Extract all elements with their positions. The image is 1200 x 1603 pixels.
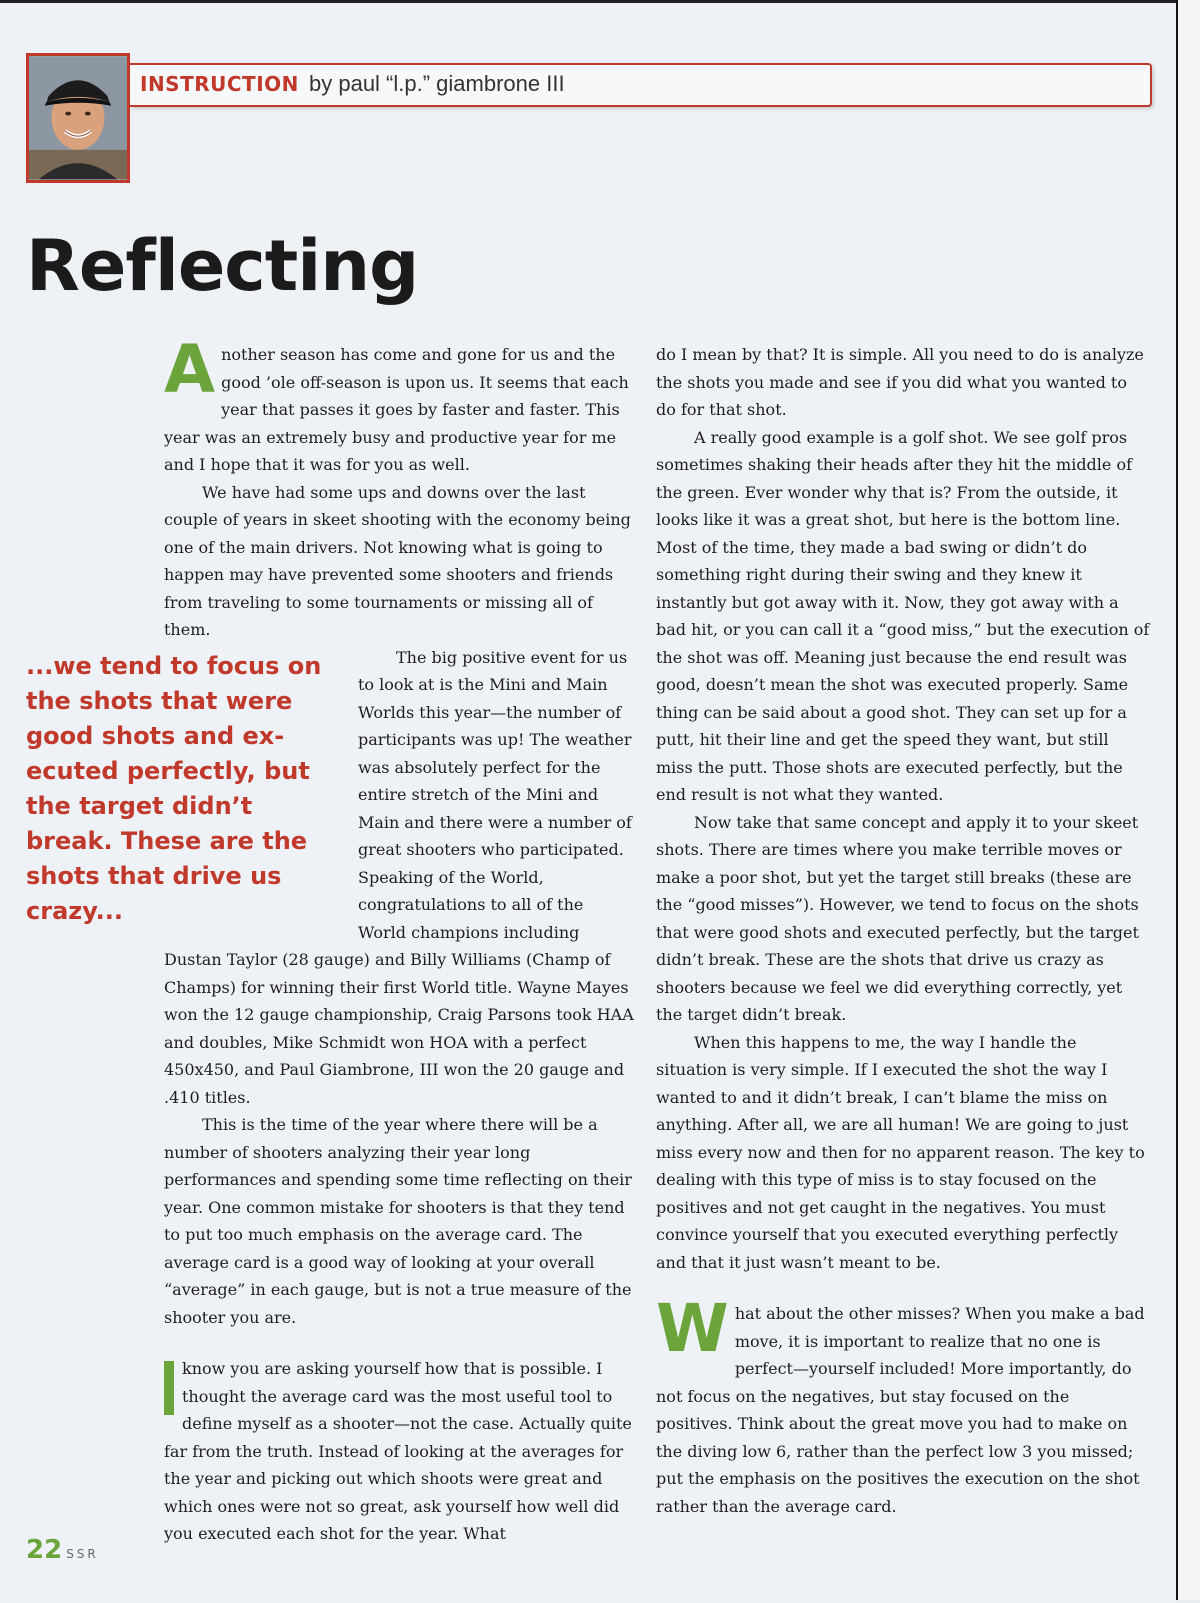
spiral-binding xyxy=(1176,0,1200,1600)
author-portrait-icon xyxy=(29,56,127,180)
column-left xyxy=(164,331,636,1548)
paragraph: We have had some ups and downs over the last couple of years in skeet shooting with the economy being one of the main drivers. Not knowing what is going to happen may have prevented some shooters and friends from traveling to some tournaments or missing all of them. xyxy=(164,482,631,639)
paragraph-text: nother season has come and gone for us and the good ’ole off-season is upon us. It seems that each year that passes it goes by faster and faster. This year was an extremely busy and productive year for me and I hope that it was for you as well. xyxy=(164,345,629,474)
paragraph-text: hat about the other misses? When you make a bad move, it is important to realize that no one is perfect—yourself included! More importantly, do not focus on the negatives, but stay focused on the positives. Think about the great move you had to make on the diving low 6, rather than the perfect low 3 you missed; put the emphasis on the positives the execution on the shot rather than the average card. xyxy=(656,1304,1145,1516)
paragraph xyxy=(164,331,636,479)
paragraph: Now take that same concept and apply it to your skeet shots. There are times where you make terrible moves or make a poor shot, but yet the target still breaks (these are the “good misses”). However, we tend to focus on the shots that were good shots and executed perfectly, but the target didn’t break. These are the shots that drive us crazy as shooters because we feel we did everything correctly, yet the target didn’t break. xyxy=(656,812,1139,1024)
author-photo xyxy=(26,53,130,183)
section-header xyxy=(130,63,1152,107)
drop-cap xyxy=(164,1361,174,1415)
paragraph-text: The big positive event for us to look at is the Mini and Main Worlds this year—the number of participants was up! The weather was absolutely perfect for the entire stretch of the Mini and Main and there were a number of great shooters who participated. Speaking of the World, congratulations to all of the World champions including Dustan Taylor (28 gauge) and Billy Williams (Champ of Champs) for winning their first World title. Wayne Mayes won the 12 gauge championship, Craig Parsons took HAA and doubles, Mike Schmidt won HOA with a perfect 450x450, and Paul Giambrone, III won the 20 gauge and .410 titles. xyxy=(164,647,634,1107)
column-right xyxy=(656,341,1150,1520)
page-number: 22 xyxy=(26,1535,63,1565)
page-footer xyxy=(26,1535,99,1565)
paragraph xyxy=(656,1290,1150,1520)
paragraph: When this happens to me, the way I handle the situation is very simple. If I executed the shot the way I wanted to and it didn’t break, I can’t blame the miss on anything. After all, we are all human! We are going to just miss every now and then for no apparent reason. The key to dealing with this type of miss is to stay focused on the positives and not get caught in the negatives. You must convince yourself that you executed everything perfectly and that it just wasn’t meant to be. xyxy=(656,1032,1145,1272)
pull-quote: ...we tend to focus on the shots that were good shots and ex-ecuted perfectly, but the target didn’t break. These are the shots that drive us crazy... xyxy=(26,652,322,925)
magazine-name: SSR xyxy=(66,1547,99,1561)
paragraph: This is the time of the year where there will be a number of shooters analyzing their year long performances and spending some time reflecting on their year. One common mistake for shooters is that they tend to put too much emphasis on the average card. The average card is a good way of looking at your overall “average” in each gauge, but is not a true measure of the shooter you are. xyxy=(164,1115,632,1327)
paragraph-text: know you are asking yourself how that is possible. I thought the average card was the most useful tool to define myself as a shooter—not the case. Actually quite far from the truth. Instead of looking at the averages for the year and picking out which shoots were great and which ones were not so great, ask yourself how well did you executed each shot for the year. What xyxy=(164,1359,632,1543)
paragraph xyxy=(164,1355,636,1548)
header-text xyxy=(140,71,565,97)
paragraph: A really good example is a golf shot. We see golf pros sometimes shaking their heads after they hit the middle of the green. Ever wonder why that is? From the outside, it looks like it was a great shot, but here is the bottom line. Most of the time, they made a bad swing or didn’t do something right during their swing and they knew it instantly but got away with it. Now, they got away with a bad hit, or you can call it a “good miss,” but the execution of the shot was off. Meaning just because the end result was good, doesn’t mean the shot was executed properly. Same thing can be said about a good shot. They can set up for a putt, hit their line and get the speed they want, but still miss the putt. Those shots are executed perfectly, but the end result is not what they wanted. xyxy=(656,427,1150,804)
section-label: INSTRUCTION xyxy=(140,72,299,96)
article-title: Reflecting xyxy=(26,225,419,307)
drop-cap: W xyxy=(656,1290,729,1367)
drop-cap: A xyxy=(164,331,216,408)
byline: by paul “l.p.” giambrone III xyxy=(309,71,565,96)
paragraph: do I mean by that? It is simple. All you need to do is analyze the shots you made and see if you did what you wanted to do for that shot. xyxy=(656,345,1144,419)
